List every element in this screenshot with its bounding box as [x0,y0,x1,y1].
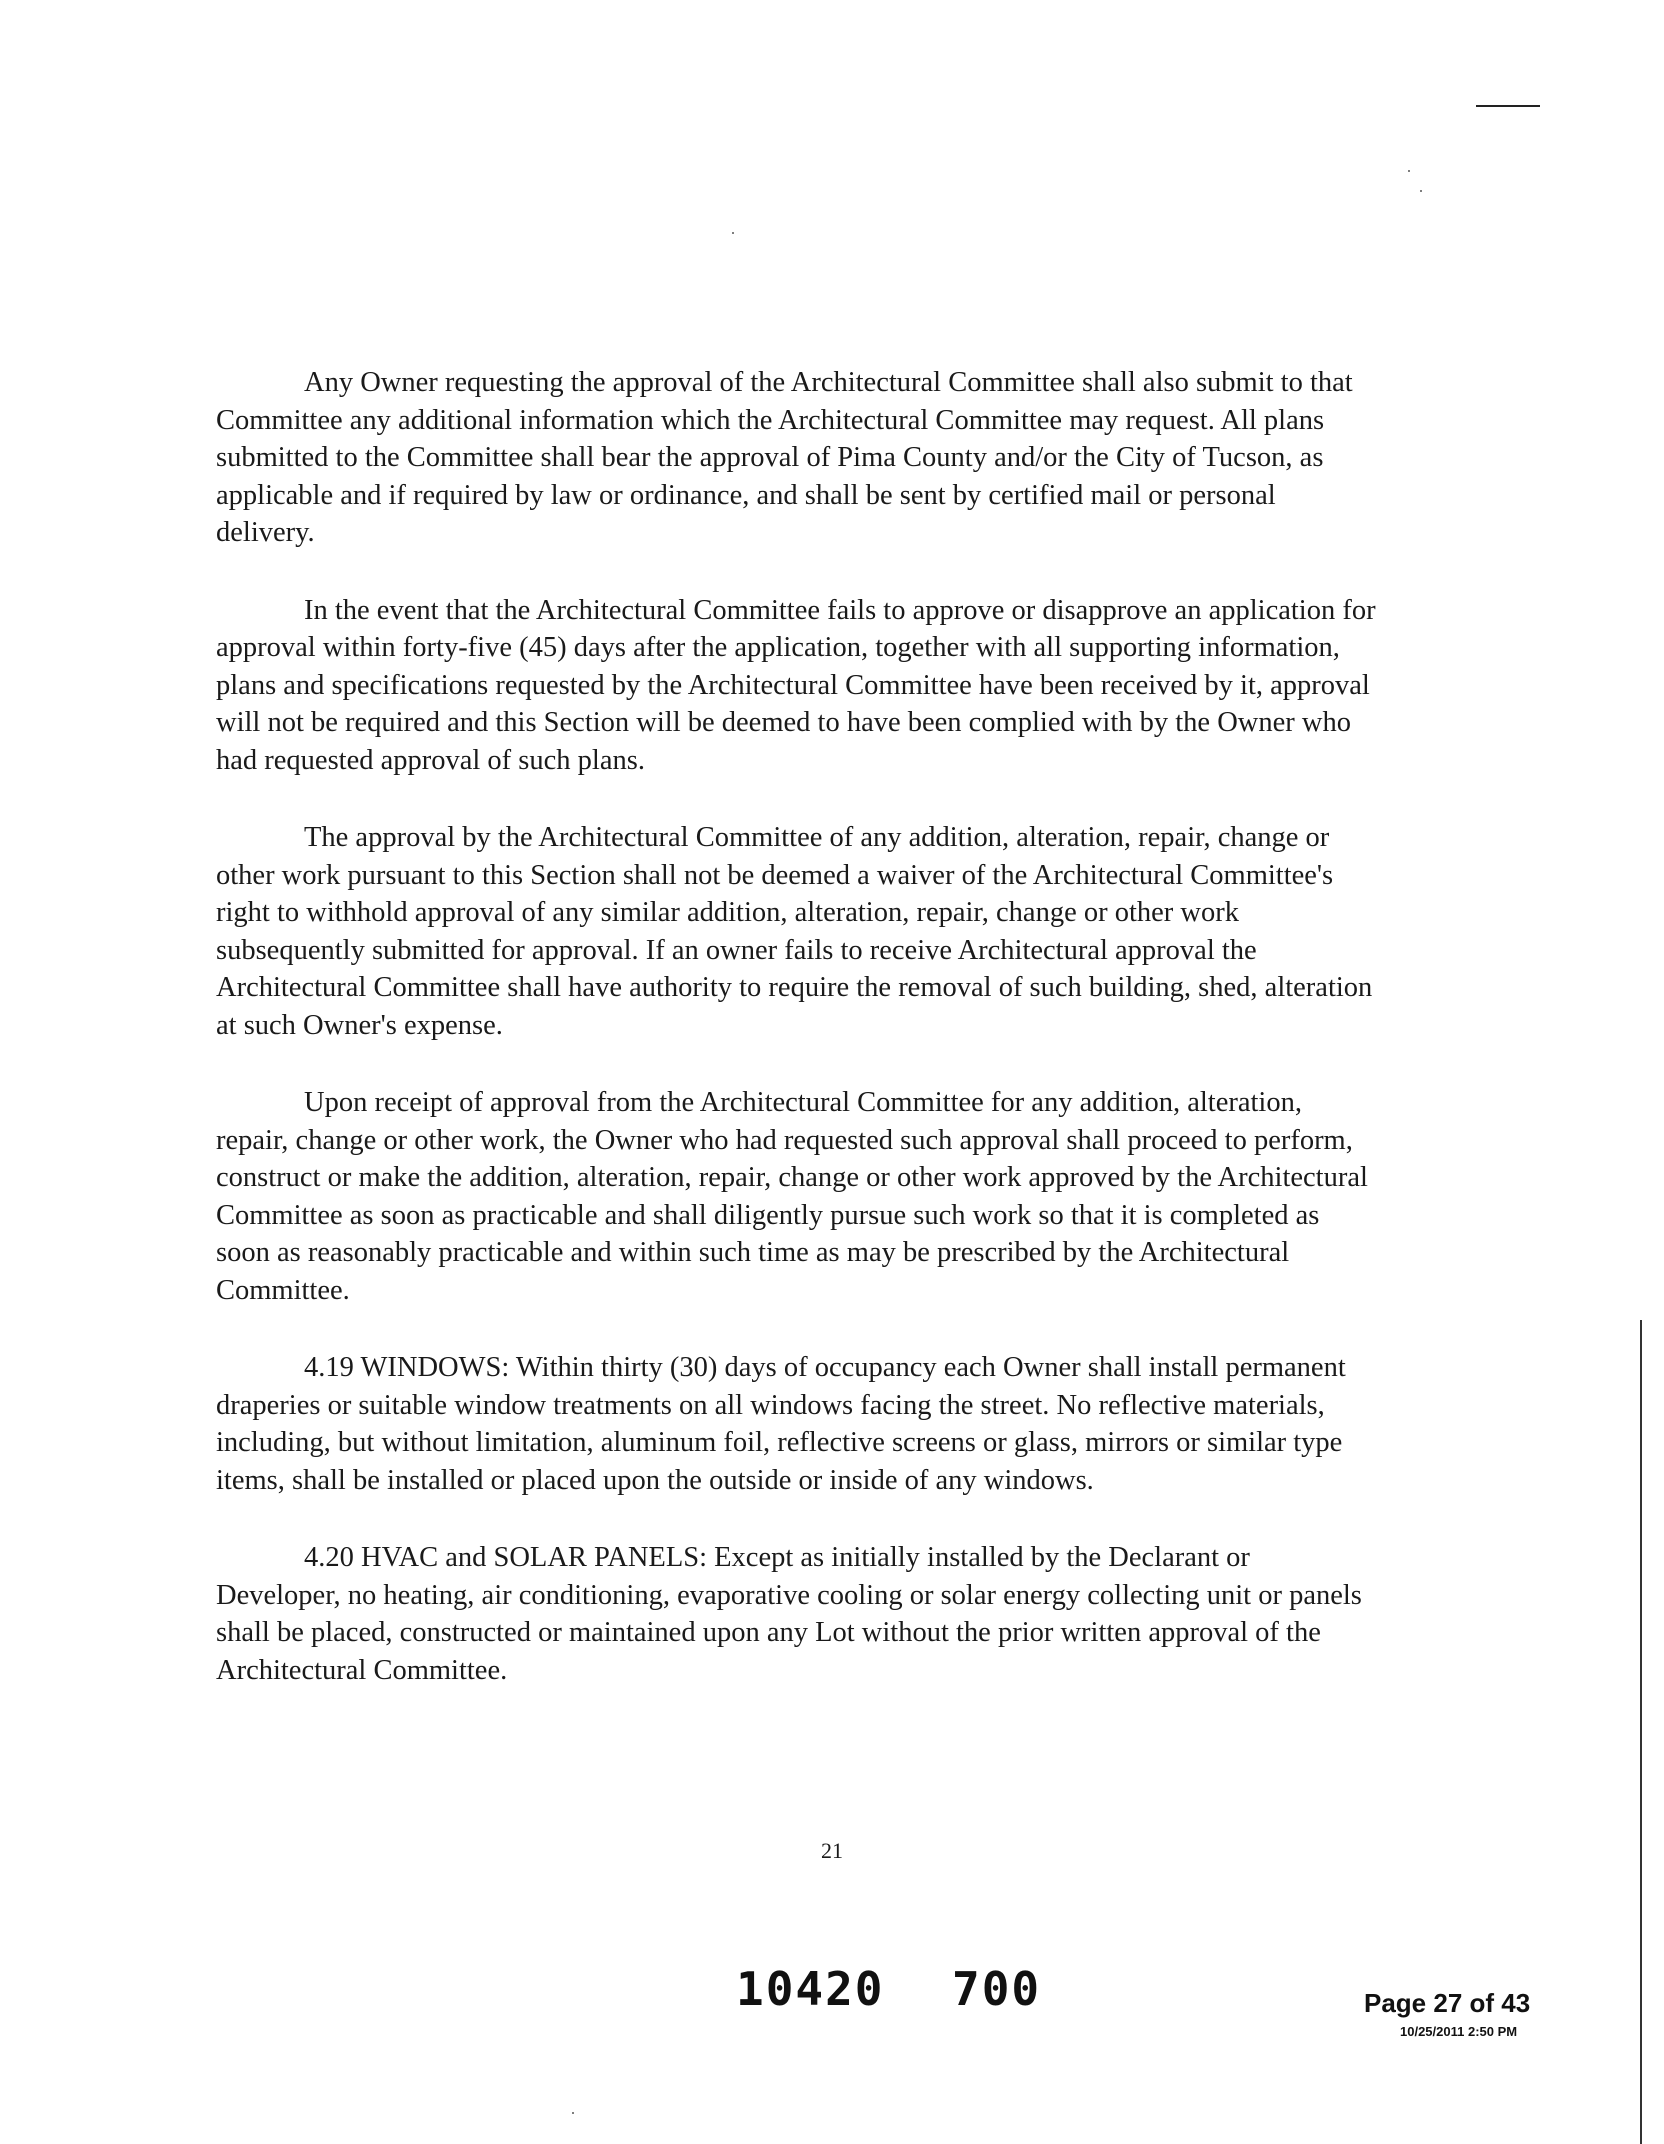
scan-edge-line [1640,1320,1642,2144]
paragraph-no-waiver: The approval by the Architectural Committee of any addition, alteration, repair, change or other work pursuant to this Section shall not be deemed a waiver of the Architectural Committee's right to withhold approval of any similar addition, alteration, repair, change or other work subsequently submitted for approval. If an owner fails to receive Architectural approval the Architectural Committee shall have authority to require the removal of such building, shed, alteration at such Owner's expense. [216,822,1373,1041]
print-timestamp: 10/25/2011 2:50 PM [1400,2024,1518,2039]
paragraph-deemed-approval: In the event that the Architectural Committee fails to approve or disapprove an application for approval within forty-five (45) days after the application, together with all supporting information, plans and specifications requested by the Architectural Committee have been received by it, approval will not be required and this Section will be deemed to have been complied with by the Owner who had requested approval of such plans. [216,594,1376,776]
recording-stamp-page: 700 [952,1962,1042,2016]
section-4-19-windows: 4.19 WINDOWS: Within thirty (30) days of occupancy each Owner shall install permanent draperies or suitable window treatments on all windows facing the street. No reflective materials, including, but without limitation, aluminum foil, reflective screens or glass, mirrors or similar type items, shall be installed or placed upon the outside or inside of any windows. [216,1352,1346,1496]
page-counter: Page 27 of 43 [1364,1988,1531,2018]
scan-speck [732,232,734,234]
section-4-20-hvac-solar: 4.20 HVAC and SOLAR PANELS: Except as initially installed by the Declarant or Developer, no heating, air conditioning, evaporative cooling or solar energy collecting unit or panels shall be placed, constructed or maintained upon any Lot without the prior written approval of the Architectural Committee. [216,1542,1362,1686]
scan-speck [572,2112,574,2114]
paragraph-perform-work: Upon receipt of approval from the Architectural Committee for any addition, alteration, repair, change or other work, the Owner who had requested such approval shall proceed to perform, construct or make the addition, alteration, repair, change or other work approved by the Architectural Committee as soon as practicable and shall diligently pursue such work so that it is completed as soon as reasonably practicable and within such time as may be prescribed by the Architectural Committee. [216,1087,1368,1306]
scan-speck [1420,190,1422,192]
scan-speck [1408,170,1410,172]
page-number: 21 [821,1838,843,1863]
document-body [216,364,1376,1729]
paragraph-approval-submission: Any Owner requesting the approval of the Architectural Committee shall also submit to that Committee any additional information which the Architectural Committee may request. All plans submitted to the Committee shall bear the approval of Pima County and/or the City of Tucson, as applicable and if required by law or ordinance, and shall be sent by certified mail or personal delivery. [216,367,1353,548]
recording-stamp-book: 10420 [736,1962,885,2016]
top-rule [1476,105,1540,107]
